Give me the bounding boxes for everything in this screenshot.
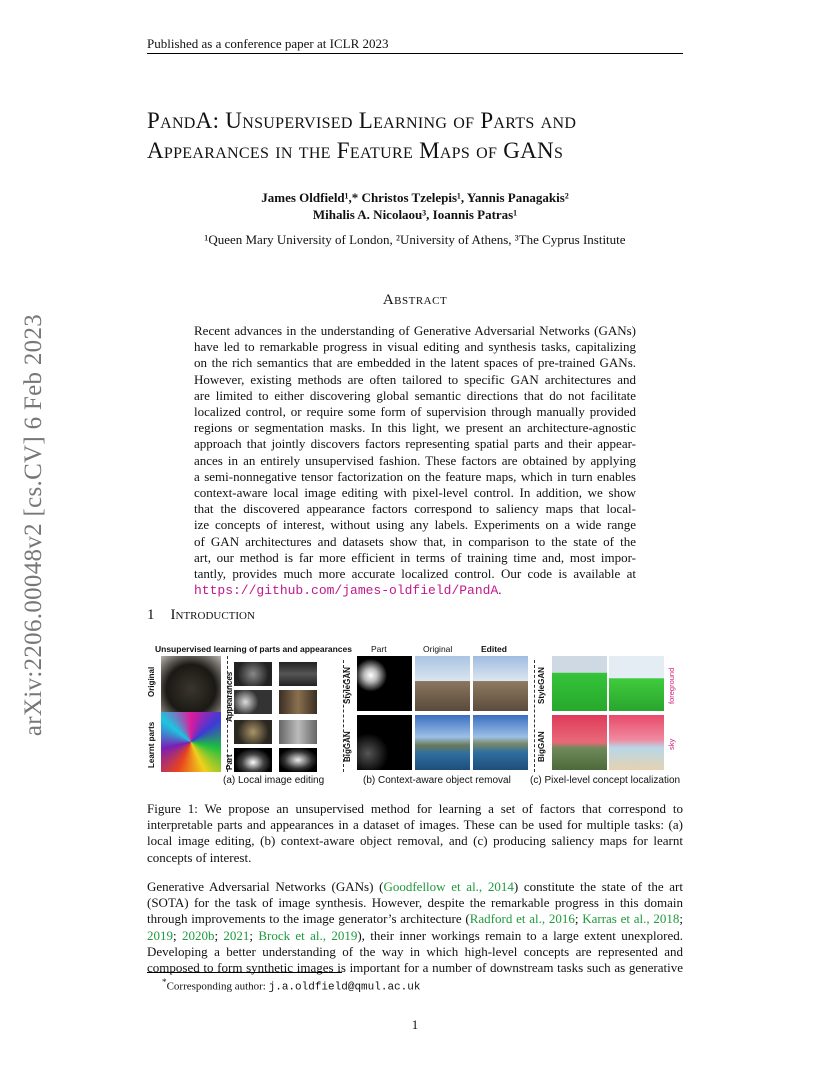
part-label: Part: [225, 754, 234, 770]
abstract-line: localized control, or require some form of supervision through manually provided: [194, 404, 636, 420]
coast-edited-image: [473, 715, 528, 770]
learnt-parts-map: [161, 712, 221, 772]
appearances-label: Appearances: [225, 671, 234, 722]
authors-line-2: Mihalis A. Nicolaou³, Ioannis Patras¹: [312, 207, 518, 222]
abstract-body: [194, 323, 636, 599]
abstract-line: a semi-nonnegative tensor factorization on the feature maps, which in turn enables: [194, 468, 636, 484]
appearance-thumb: [279, 720, 317, 744]
beach-sky-map: [609, 715, 664, 770]
abstract-line: tantly, provides much more accurate localized control. Our code is available at: [194, 566, 636, 582]
citation-link[interactable]: Karras et al., 2018: [582, 911, 680, 927]
intro-paragraph: [147, 879, 683, 976]
biggan-label: BigGAN: [343, 731, 352, 762]
abstract-line: context-aware local image editing with pixel-level control. In addition, we show: [194, 485, 636, 501]
edited-col-header: Edited: [481, 644, 507, 654]
abstract-line: Recent advances in the understanding of Generative Adversarial Networks (GANs): [194, 323, 636, 338]
page-number: 1: [411, 1017, 419, 1032]
body-text: ), their inner workings remain to a large extent unexplored.: [357, 927, 683, 943]
caption-b: (b) Context-aware object removal: [363, 775, 511, 786]
stylegan-label: StyleGAN: [537, 667, 546, 704]
appearance-thumb: [234, 690, 272, 714]
abstract-line: regions or segmentation masks. In this light, we present an architecture-agnostic: [194, 420, 636, 436]
running-header: Published as a conference paper at ICLR 2023: [147, 36, 389, 51]
original-col-header: Original: [423, 644, 453, 654]
section-title: Introduction: [170, 607, 255, 623]
coast-original-image: [415, 715, 470, 770]
caption-line: concepts of interest.: [147, 849, 252, 865]
biggan-label: BigGAN: [537, 731, 546, 762]
caption-c: (c) Pixel-level concept localization: [530, 775, 681, 786]
author-list: [147, 189, 683, 223]
part-mask-stylegan: [357, 656, 412, 711]
body-text: ;: [249, 927, 259, 943]
footnote-mark: *: [162, 977, 167, 987]
figure-caption: [147, 801, 683, 866]
paper-title: [147, 106, 707, 166]
abstract-line: ances in an entirely unsupervised fashion. These factors are obtained by applying: [194, 452, 636, 468]
body-line: Developing a better understanding of the way in which high-level concepts are represented and: [147, 943, 683, 959]
part-col-header: Part: [371, 644, 387, 654]
citation-link[interactable]: 2019: [147, 927, 173, 943]
citation-link[interactable]: 2020b: [181, 927, 215, 943]
abstract-line: have led to remarkable progress in visual editing and synthesis tasks, capitalizing: [194, 339, 636, 355]
sky-label: sky: [667, 738, 676, 750]
church-foreground-map: [609, 656, 664, 711]
body-text: ;: [574, 911, 583, 927]
cat-original-image: [161, 656, 221, 716]
figure-1: [147, 640, 683, 790]
citation-link[interactable]: Goodfellow et al., 2014: [383, 879, 514, 894]
part-mask-biggan: [357, 715, 412, 770]
footnote-rule: [147, 972, 342, 973]
body-line: [147, 911, 683, 927]
abstract-line: https://github.com/james-oldfield/PandA.: [194, 582, 502, 599]
part-thumb: [234, 748, 272, 772]
body-line: [147, 879, 683, 895]
part-thumb: [279, 748, 317, 772]
body-line: composed to form synthetic images is important for a number of downstream tasks such as generative: [147, 960, 683, 976]
affiliations: ¹Queen Mary University of London, ²University of Athens, ³The Cyprus Institute: [204, 232, 626, 247]
caption-line: interpretable parts and appearances in a dataset of images. These can be used for multiple tasks: (a): [147, 817, 683, 833]
divider: [534, 660, 535, 772]
church-foreground-map: [552, 656, 607, 711]
section-number: 1: [147, 607, 155, 623]
body-line: (SOTA) for the task of image synthesis. However, despite the remarkable progress in this domain: [147, 895, 683, 911]
body-text: ;: [173, 927, 182, 943]
panel-a-header: Unsupervised learning of parts and appearances: [155, 644, 352, 654]
row-original-label: Original: [147, 666, 156, 697]
section-heading: [147, 607, 255, 624]
stylegan-label: StyleGAN: [343, 667, 352, 704]
body-line: [147, 928, 683, 944]
abstract-line: are limited to either discovering global semantic directions that do not facilitate: [194, 387, 636, 403]
footnote: [162, 977, 420, 994]
title-line-2: Appearances in the Feature Maps of GANs: [147, 138, 564, 163]
body-text: Generative Adversarial Networks (GANs) (: [147, 879, 384, 894]
abstract-line: approach that jointly discovers factors representing spatial parts and their appear-: [194, 436, 636, 452]
abstract-line: of GAN architectures and datasets show that, in comparison to the state of the: [194, 533, 636, 549]
abstract-line: ize concepts of interest, without using any labels. Experiments on a wide range: [194, 517, 636, 533]
footnote-text: Corresponding author:: [166, 980, 269, 993]
header-rule: [147, 53, 683, 54]
caption-a: (a) Local image editing: [223, 775, 325, 786]
citation-link[interactable]: 2021: [223, 927, 250, 943]
caption-line: Figure 1: We propose an unsupervised method for learning a set of factors that correspond to: [147, 801, 683, 816]
abstract-line: However, existing methods are often tailored to specific GAN architectures and: [194, 371, 636, 387]
citation-link[interactable]: Radford et al., 2016: [469, 911, 575, 927]
citation-link[interactable]: Brock et al., 2019: [258, 927, 358, 943]
footnote-email[interactable]: j.a.oldfield@qmul.ac.uk: [268, 981, 421, 994]
abstract-line: on the rich semantics that are embedded in the latent spaces of pre-trained GANs.: [194, 355, 636, 371]
foreground-label: foreground: [667, 667, 676, 704]
abstract-line: art, our method is far more efficient in terms of training time and, most impor-: [194, 549, 636, 565]
body-text: through improvements to the image generator’s architecture (: [147, 911, 470, 927]
body-text: ;: [679, 911, 683, 927]
appearance-thumb: [279, 690, 317, 714]
row-learnt-parts-label: Learnt parts: [147, 721, 156, 768]
appearance-thumb: [234, 720, 272, 744]
title-line-1: PandA: Unsupervised Learning of Parts and: [147, 108, 577, 133]
arxiv-sidebar: [14, 290, 54, 760]
arxiv-id: arXiv:2206.00048v2 [cs.CV] 6 Feb 2023: [20, 313, 47, 737]
body-text: ;: [214, 927, 224, 943]
appearance-thumb: [279, 662, 317, 686]
caption-line: local image editing, (b) context-aware object removal, and (c) producing saliency maps for learnt: [147, 833, 683, 849]
church-original-image: [415, 656, 470, 711]
abstract-heading: Abstract: [382, 292, 448, 308]
appearance-thumb: [234, 662, 272, 686]
church-edited-image: [473, 656, 528, 711]
body-text: ) constitute the state of the art: [513, 879, 683, 894]
abstract-line: that the discovered appearance factors correspond to saliency maps that local-: [194, 501, 636, 517]
rock-sky-map: [552, 715, 607, 770]
code-link[interactable]: https://github.com/james-oldfield/PandA: [194, 583, 499, 599]
authors-line-1: James Oldfield¹,* Christos Tzelepis¹, Yannis Panagakis²: [261, 190, 569, 205]
